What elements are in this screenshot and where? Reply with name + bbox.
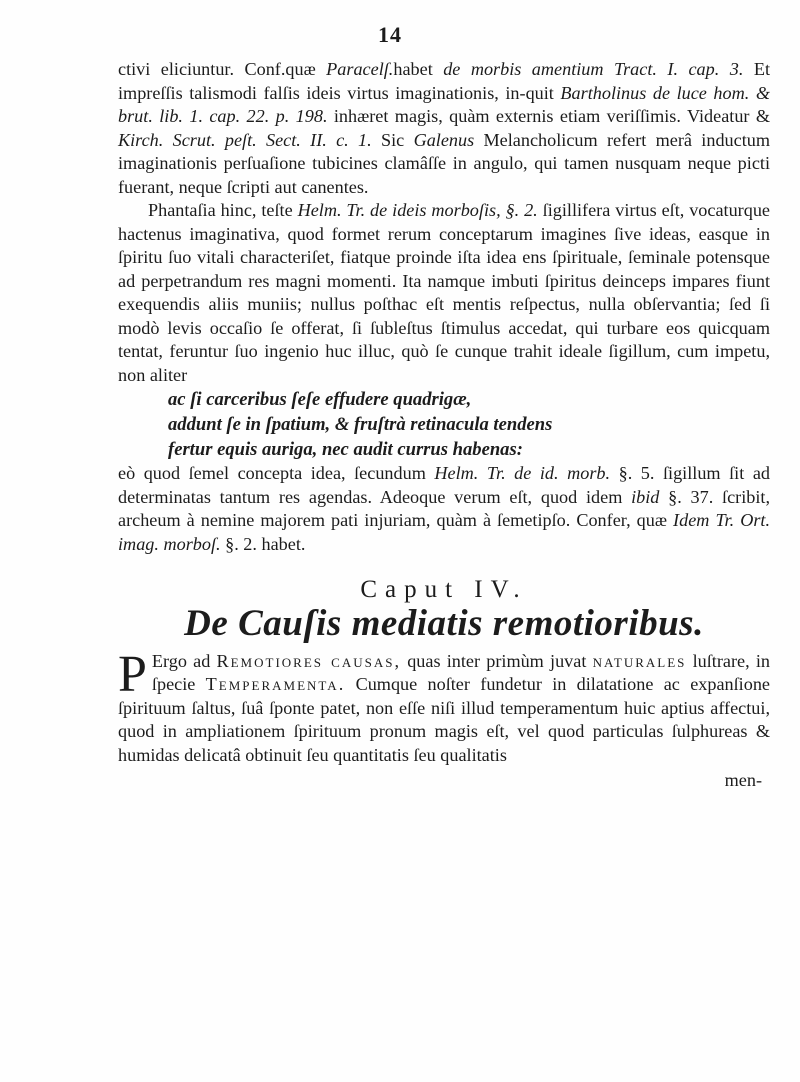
drop-cap: P <box>118 645 147 703</box>
verse-line: fertur equis auriga, nec audit currus habenas: <box>168 439 523 460</box>
page-body <box>118 58 770 793</box>
paragraph-1: ctivi eliciuntur. Conf.quæ Paracelſ.habet de morbis amentium Tract. I. cap. 3. Et impreſſis talismodi falſis ideis virtus imaginationis, in-quit Bartholinus de luce hom. & brut. lib. 1. cap. 22. p. 198. inhæret magis, quàm externis etiam veriſſimis. Videatur & Kirch. Scrut. peſt. Sect. II. c. 1. Sic Galenus Melancholicum refert merâ inductum imaginationis perſuaſione tubicines clamâſſe in angulo, qui tamen nusquam neque picti fuerant, neque ſcripti aut canentes. <box>118 59 771 197</box>
paragraph-2: Phantaſia hinc, teſte Helm. Tr. de ideis morboſis, §. 2. ſigillifera virtus eſt, vocaturque hactenus imaginativa, quod formet rerum conceptarum imagines ſive ideas, easque in ſpiritu ſuo vitali characteriſet, fiatque proinde iſta idea ens ſpirituale, ſeminale potensque ad perpetrandum res magni momenti. Ita namque imbuti ſpiritus deinceps impares fiunt exequendis aliis muniis; nullus poſthac eſt mentis reſpectus, nulla obſervantia; ſed ſi modò levis occaſio ſe offerat, ſi ſubleſtus ſtimulus accedat, qui turbare eos quicquam tentat, feruntur ſuo ingenio huc illuc, quò ſe cunque trahit ideale ſigillum, cum impetu, non aliter <box>118 200 770 385</box>
paragraph-3: eò quod ſemel concepta idea, ſecundum Helm. Tr. de id. morb. §. 5. ſigillum ſit ad determinatas tantum res agendas. Adeoque verum eſt, quod idem ibid §. 37. ſcribit, archeum à nemine majorem pati injuriam, quàm à ſemetipſo. Confer, quæ Idem Tr. Ort. imag. morboſ. §. 2. habet. <box>118 463 771 554</box>
catchword: men- <box>724 770 762 790</box>
paragraph-4: P Ergo ad Remotiores causas, quas inter primùm juvat naturales luſtrare, in ſpecie Temperamenta. Cumque noſter fundetur in dilatatione ac expanſione ſpirituum ſaltus, ſuâ ſponte patet, non eſſe niſi illud temperamentum huic aptius affectui, quod in ampliationem ſpirituum pronum magis eſt, vel quod particulas ſulphureas & humidas delicatâ obtinuit ſeu quantitatis ſeu qualitatis <box>118 645 770 765</box>
chapter-number: Caput IV. <box>360 576 528 603</box>
page-number: 14 <box>378 22 402 47</box>
verse-line: addunt ſe in ſpatium, & fruſtrà retinacula tendens <box>168 414 553 435</box>
chapter-title: De Cauſis mediatis remotioribus. <box>184 602 704 644</box>
verse-line: ac ſi carceribus ſeſe effudere quadrigæ, <box>168 389 472 410</box>
verse-quotation <box>118 387 770 462</box>
